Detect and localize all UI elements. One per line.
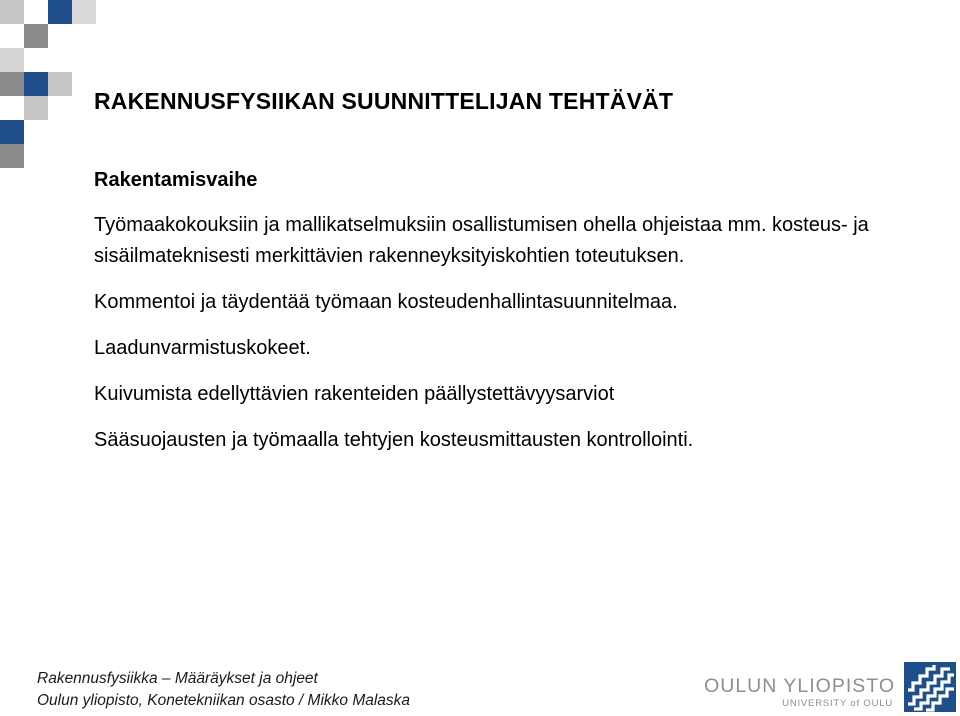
paragraph-3: Laadunvarmistuskokeet. [94,337,311,359]
paragraph-1: Työmaakokouksiin ja mallikatselmuksiin osallistumisen ohella ohjeistaa mm. kosteus- ja sisäilmateknisesti merkittävien rakenneyksityiskohtien toteutuksen. [94,214,869,267]
university-logo-icon [904,662,956,712]
footer-text [37,668,410,712]
university-name: OULUN YLIOPISTO [704,675,895,697]
paragraph-4: Kuivumista edellyttävien rakenteiden päällystettävyysarviot [94,383,615,405]
footer-line-1: Rakennusfysiikka – Määräykset ja ohjeet [37,670,318,687]
university-name-en: UNIVERSITY of OULU [782,698,893,709]
paragraph-2: Kommentoi ja täydentää työmaan kosteudenhallintasuunnitelmaa. [94,291,678,313]
slide-content [94,166,914,456]
paragraph-5: Sääsuojausten ja työmaalla tehtyjen kosteusmittausten kontrollointi. [94,429,694,451]
page-title: RAKENNUSFYSIIKAN SUUNNITTELIJAN TEHTÄVÄT [94,88,674,114]
section-subheading: Rakentamisvaihe [94,169,258,191]
decorative-squares [0,0,100,176]
footer-line-2: Oulun yliopisto, Konetekniikan osasto / Mikko Malaska [37,692,411,709]
